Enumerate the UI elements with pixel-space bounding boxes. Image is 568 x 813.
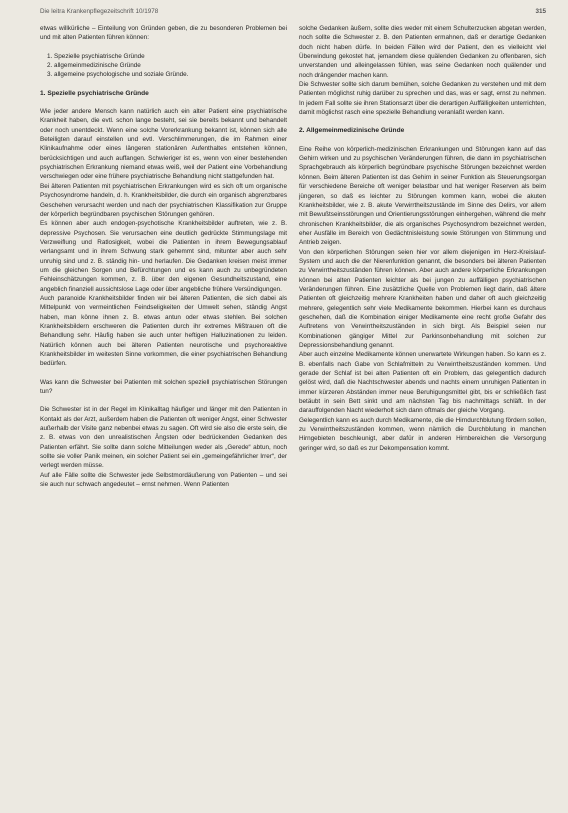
list-item: 3. allgemeine psychologische und soziale Gründe. xyxy=(47,71,189,79)
intro-paragraph: etwas willkürliche – Einteilung von Gründen geben, die zu besonderen Problemen bei und mit alten Patienten führen können: xyxy=(40,25,287,42)
body-paragraph: Bei älteren Patienten mit psychiatrischen Erkrankungen wird es sich oft um organische Psychosyndrome handeln, d. h. Krankheitsbilder, die durch ein organisch abgrenzbares Geschehen verursacht werden und nach der psychiatrischen Klassifikation zur Gruppe der körperlich begründbaren psychischen Störungen gehören. xyxy=(40,182,287,218)
left-column xyxy=(40,24,287,489)
body-paragraph: Auch paranoide Krankheitsbilder finden wir bei älteren Patienten, die sich dabei als Mittelpunkt von vermeintlichen Feindseligkeiten der Umwelt sehen, ständig Angst haben, man könne ihnen z. B. etwas antun oder etwas stehlen. Bei solchen Krankheitsbildern erschweren die Patienten durch ihr extremes Mißtrauen oft die Behandlung sehr. Häufig haben sie auch unter heftigen Halluzinationen zu leiden. Natürlich können auch bei älteren Patienten neurotische und psychoreaktive Krankheitsbilder im weitesten Sinne vorkommen, die einer psychiatrischen Behandlung bedürfen. xyxy=(40,294,287,368)
section-heading-general-medical: 2. Allgemeinmedizinische Gründe xyxy=(299,127,405,135)
body-paragraph: Eine Reihe von körperlich-medizinischen Erkrankungen und Störungen kann auf das Gehirn wirken und zu psychischen Veränderungen führen, die dann im psychiatrischen Sprachgebrauch als körperlich begründbare psychische Störungen bezeichnet werden können. Beim älteren Patienten ist das Gehirn in seiner Funktion als Steuerungsorgan für verschiedene Bereiche oft weniger belastbar und hat weniger Reserven als beim jüngeren, so daß es leichter zu Störungen kommen kann, wobei die akuten Krankheitsbilder, wie z. B. akute Verwirrtheitszustände im Sinne des Delirs, vor allem mit Bewußtseinsstörungen und Orientierungsstörungen einhergehen, während die mehr chronischen Krankheitsbilder, die als organisches Psychosyndrom bezeichnet werden, eher Ausfälle im Bereich von Gedächtnisleistung sowie Störungen von Stimmung und Antrieb zeigen. xyxy=(299,145,546,247)
list-item: 1. Spezielle psychiatrische Gründe xyxy=(47,52,145,60)
body-paragraph: Die Schwester sollte sich darum bemühen, solche Gedanken zu verstehen und mit dem Patienten möglichst ruhig darüber zu sprechen und das, was er sagt, ernst zu nehmen. In jedem Fall sollte sie ihren Stationsarzt über die derartigen Auffälligkeiten unterrichten, damit möglichst rasch eine spezielle Behandlung veranlaßt werden kann. xyxy=(299,81,546,117)
body-paragraph: Auf alle Fälle sollte die Schwester jede Selbstmordäußerung von Patienten – und sei sie auch nur schwach angedeutet – ernst nehmen. Wenn Patienten xyxy=(40,471,287,489)
section-heading-psychiatric: 1. Spezielle psychiatrische Gründe xyxy=(40,89,149,97)
reasons-list xyxy=(40,52,287,80)
page-header xyxy=(40,8,546,20)
journal-title: Die leitra Krankenpflegezeitschrift 10/1978 xyxy=(40,8,159,15)
list-item: 2. allgemeinmedizinische Gründe xyxy=(47,62,141,70)
body-paragraph: Aber auch einzelne Medikamente können unerwartete Wirkungen haben. So kann es z. B. ebenfalls nach Gabe von Schlafmitteln zu Verwirrtheitszuständen kommen. Und gerade der Schlaf ist bei alten Patienten oft ein Problem, das gelegentlich dadurch gelöst wird, daß die Nachtschwester abends und nachts einem unruhigen Patienten in immer kürzeren Abständen immer neue Beruhigungsmittel gibt, bis er schließlich fast betäubt in sein Bett sinkt und am nächsten Tag bis nachmittags schläft. In der darauffolgenden Nacht wiederholt sich dann oftmals der gleiche Vorgang. xyxy=(299,351,546,415)
body-paragraph: Gelegentlich kann es auch durch Medikamente, die die Hirndurchblutung fördern sollen, zu Verwirrtheitszuständen kommen, wenn nämlich die Durchblutung in manchen Hirngebieten beschleunigt, aber dafür in anderen Hirnbereichen die Versorgung geringer wird, so daß es zur Dekompensation kommt. xyxy=(299,416,546,452)
body-paragraph: Wie jeder andere Mensch kann natürlich auch ein alter Patient eine psychiatrische Krankheit haben, die evtl. schon lange besteht, sei sie bereits bekannt und behandelt oder noch unentdeckt. Wenn eine solche Vorerkrankung bekannt ist, können sich alle Beteiligten darauf einstellen und evtl. Verschlimmerungen, die im Rahmen einer Klinikaufnahme oder eines längeren stationären Aufenthaltes entstehen können, berücksichtigen und auch auffangen. Schwieriger ist es, wenn von einer bestehenden psychiatrischen Erkrankung niemand etwas weiß, weil der Patient eine Vorbehandlung verschwiegen oder eine frühere psychiatrische Behandlung nicht stattgefunden hat. xyxy=(40,108,287,181)
body-paragraph: solche Gedanken äußern, sollte dies weder mit einem Schulterzucken abgetan werden, noch sollte die Schwester z. B. den Patienten ermahnen, daß er derartige Gedanken doch nicht haben dürfe. In beiden Fällen wird der Patient, den es vielleicht viel Überwindung gekostet hat, jemandem diese quälenden Gedanken zu offenbaren, sich unverstanden und alleingelassen fühlen, was seine Gedanken noch quälender und noch drängender machen kann. xyxy=(299,25,546,79)
right-column xyxy=(299,24,546,453)
body-paragraph: Es können aber auch endogen-psychotische Krankheitsbilder auftreten, wie z. B. depressive Psychosen. Sie verursachen eine deutlich gedrückte Stimmungslage mit Verzweiflung und Ratlosigkeit, wobei die Patienten in ihrem Bewegungsablauf verlangsamt und in ihrem Schwung stark gehemmt sind, mitunter aber auch sehr unruhig sind und z. B. ständig hin- und herlaufen. Die Gedanken kreisen meist immer um die gleichen Sorgen und Befürchtungen und es kann auch zu unbegründeten Fehleinschätzungen kommen, z. B. über den eigenen Gesundheitszustand, eine angeblich finanziell aussichtslose Lage oder über angebliche frühere Versündigungen. xyxy=(40,220,287,293)
body-paragraph: Die Schwester ist in der Regel im Klinikalltag häufiger und länger mit den Patienten in Kontakt als der Arzt, außerdem haben die Patienten oft weniger Angst, einer Schwester außerhalb der Visite ganz nebenbei etwas zu sagen. Oft wird sie also die erste sein, die z. B. etwas von den unrealistischen Ängsten oder bedrückenden Gedanken des Patienten erfährt. Sie sollte dann solche Mitteilungen weder als „Gerede“ abtun, noch sollte sie voller Panik meinen, ein solcher Patient sei ein „gemeingefährlicher Irrer“, der verlegt werden müsse. xyxy=(40,406,287,470)
body-paragraph: Von den körperlichen Störungen seien hier vor allem diejenigen im Herz-Kreislauf-System und auch die der Nierenfunktion genannt, die besonders bei älteren Patienten zu Verwirrtheitszuständen führen können. Aber auch andere körperliche Erkrankungen können bei alten Patienten leichter als bei jungen zu auffälligen psychiatrischen Veränderungen führen. Eine zusätzliche Quelle von Problemen liegt darin, daß ältere Patienten oft gleichzeitig mehrere Krankheiten haben und daher oft auch gleichzeitig mehrere, gelegentlich sehr viele Medikamente bekommen. Hierbei kann es durchaus geschehen, daß die Kombination einiger Medikamente eine recht große Gefahr des Auftretens von Verwirrtheitszuständen in sich birgt. Als Beispiel seien nur Kombinationen gängiger Mittel zur Parkinsonbehandlung mit solchen zur Depressionsbehandlung genannt. xyxy=(299,248,546,349)
page-number: 315 xyxy=(535,8,546,15)
question-paragraph: Was kann die Schwester bei Patienten mit solchen speziell psychiatrischen Störungen tun? xyxy=(40,378,287,396)
